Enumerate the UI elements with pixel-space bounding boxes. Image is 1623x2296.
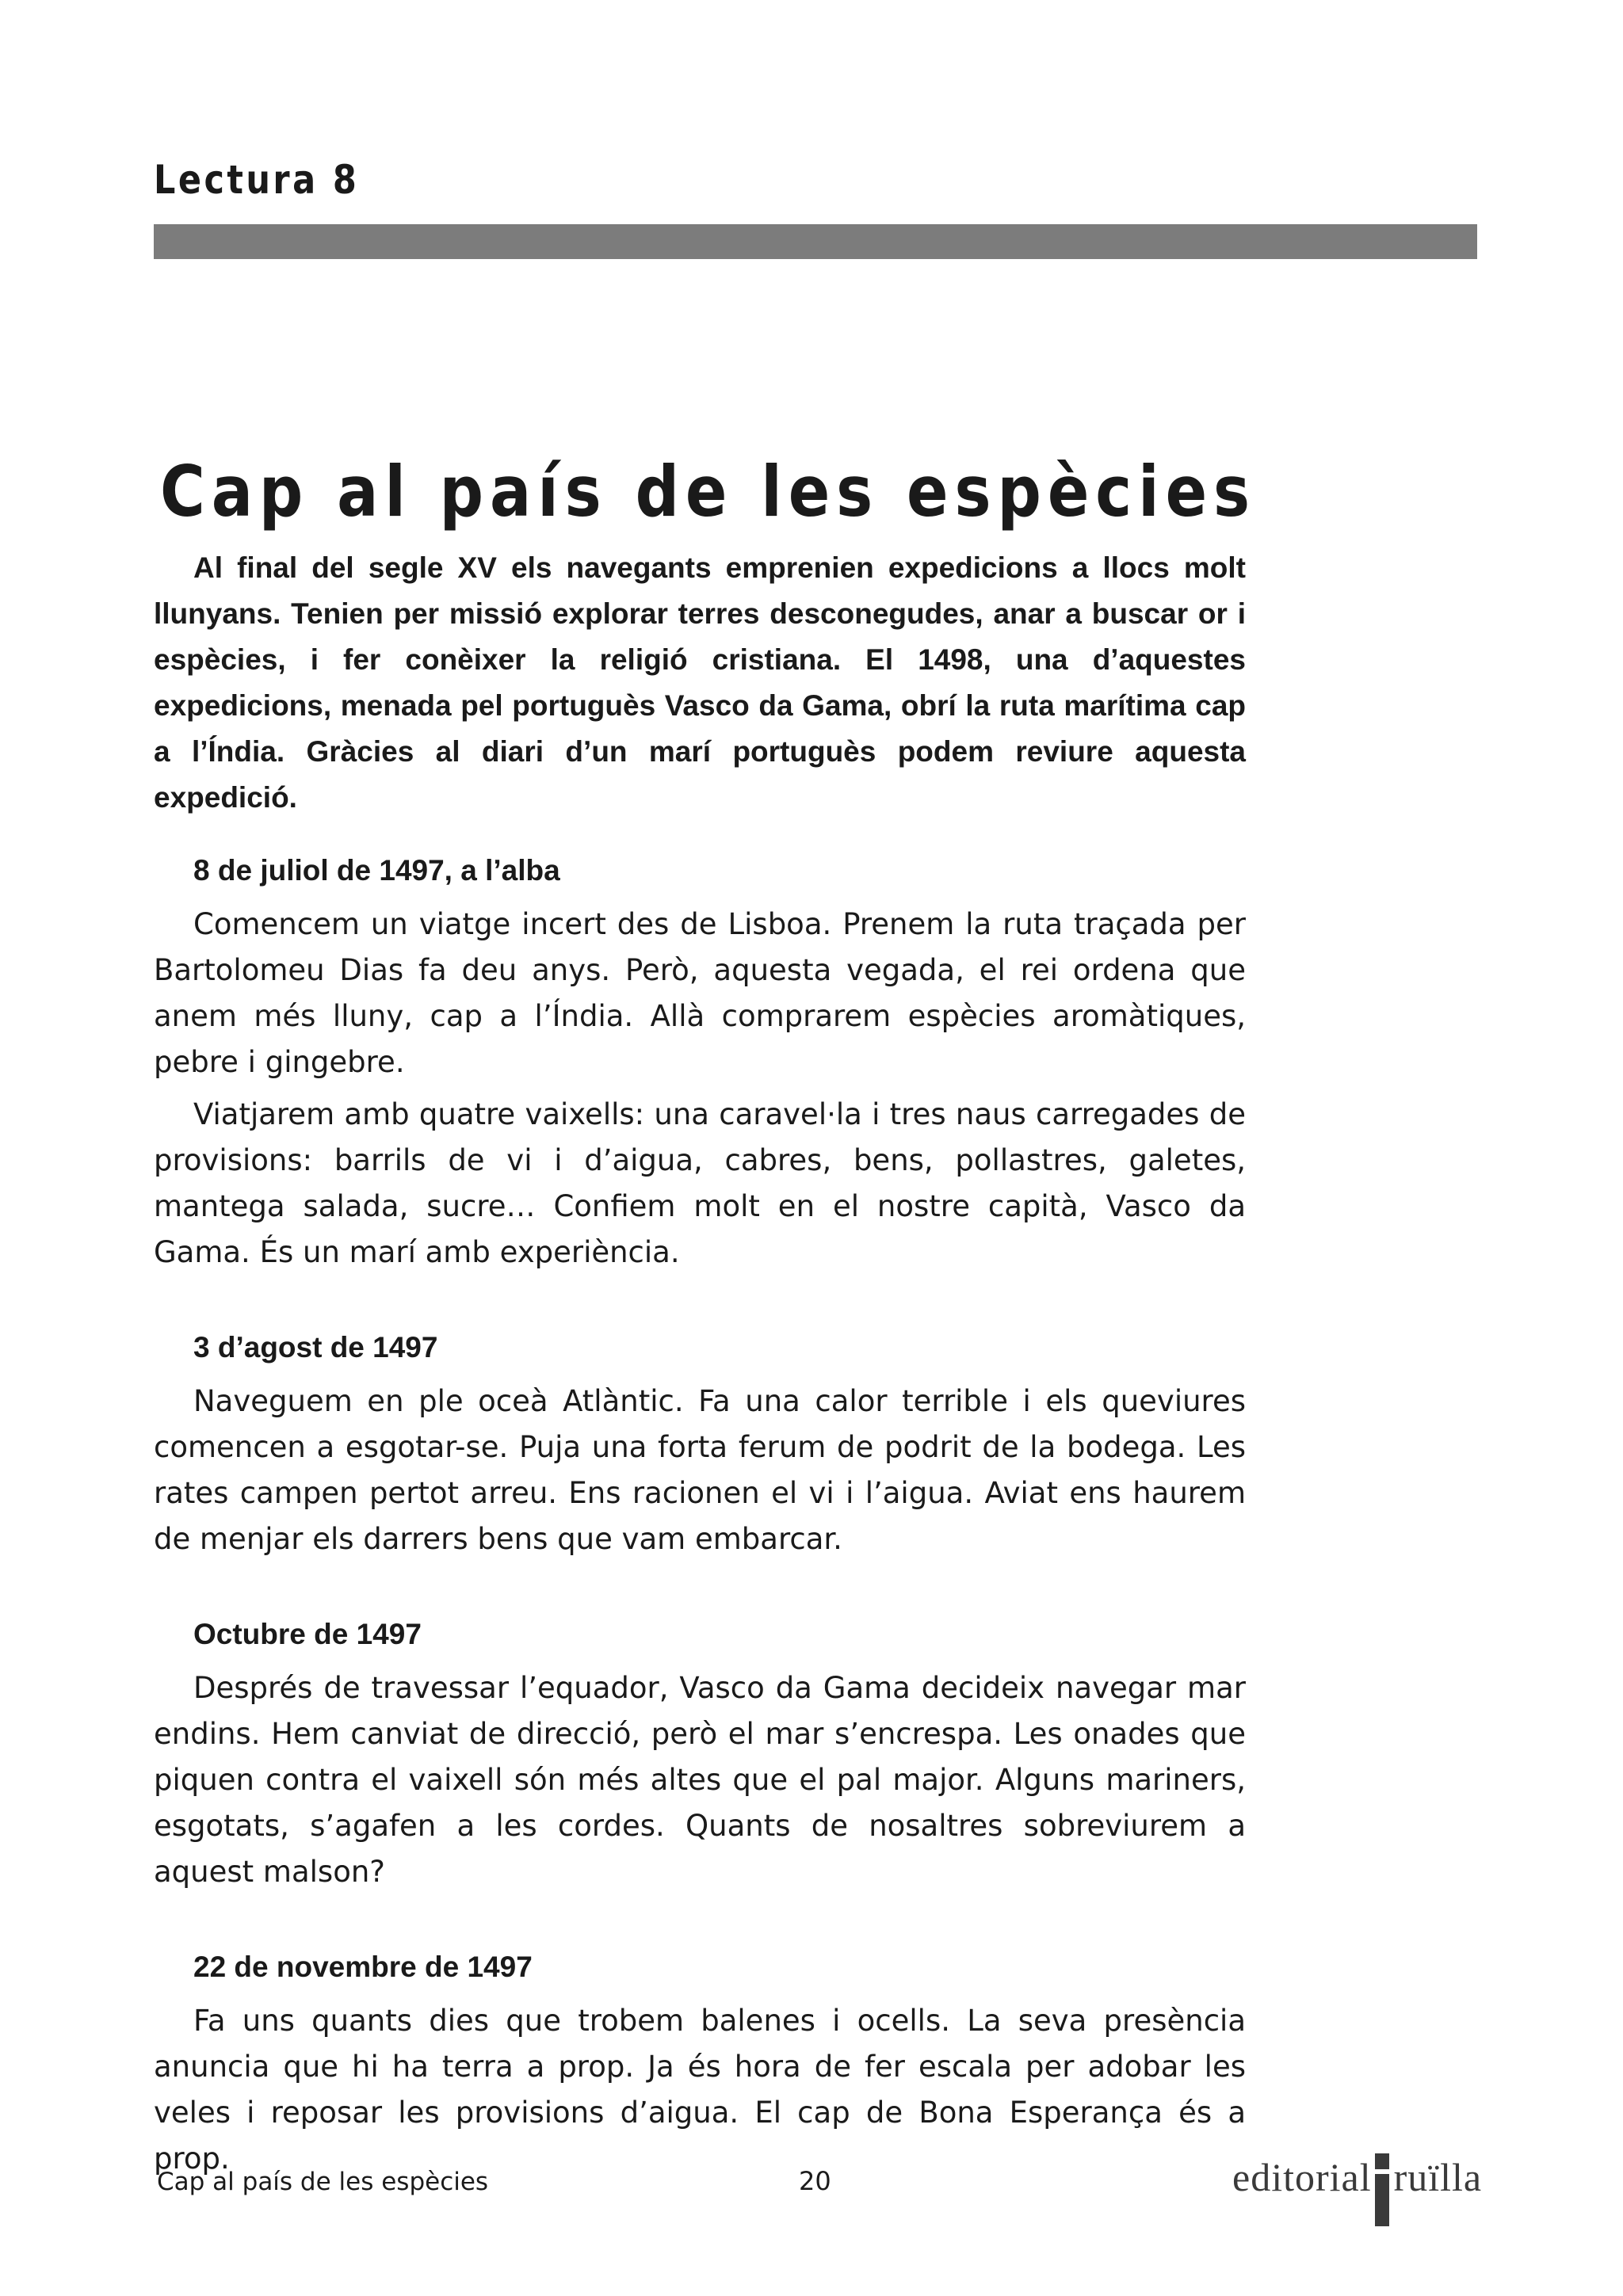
page-number: 20 (799, 2166, 831, 2196)
header-bar (154, 224, 1477, 259)
entry-paragraph: Després de travessar l’equador, Vasco da Gama decideix navegar mar endins. Hem canviat de direcció, però el mar s’encrespa. Les onades que piquen contra el vaixell són més altes que el pal major. Alguns mariners, esgotats, s’agafen a les cordes. Quants de nosaltres sobreviurem a aquest malson? (154, 1671, 1246, 1889)
publisher-name-left: editorial (1232, 2155, 1372, 2199)
diary-entry (154, 1325, 1246, 1562)
publisher-logo (1232, 2153, 1482, 2201)
entry-paragraph: Fa uns quants dies que trobem balenes i ocells. La seva presència anuncia que hi ha terra a prop. Ja és hora de fer escala per adobar les veles i reposar les provisions d’aigua. El cap de Bona Esperança és a prop. (154, 2004, 1246, 2176)
diary-entry (154, 1944, 1246, 2182)
footer-title: Cap al país de les espècies (157, 2168, 489, 2196)
diary-entry (154, 848, 1246, 1276)
intro-paragraph: Al final del segle XV els navegants emprenien expedicions a llocs molt llunyans. Tenien per missió explorar terres desconegudes, anar a buscar or i espècies, i fer conèixer la religió cristiana. El 1498, una d’aquestes expedicions, menada pel portuguès Vasco da Gama, obrí la ruta marítima cap a l’Índia. Gràcies al diari d’un marí portuguès podem reviure aquesta expedició. (154, 551, 1246, 814)
entry-paragraph: Viatjarem amb quatre vaixells: una caravel·la i tres naus carregades de provisions: barrils de vi i d’aigua, cabres, bens, pollastres, galetes, mantega salada, sucre… Confiem molt en el nostre capità, Vasco da Gama. És un marí amb experiència. (154, 1097, 1246, 1269)
diary-entry (154, 1611, 1246, 1895)
entry-heading: 22 de novembre de 1497 (193, 1951, 533, 1983)
entry-heading: 3 d’agost de 1497 (193, 1331, 438, 1363)
entry-paragraph: Comencem un viatge incert des de Lisboa. Prenem la ruta traçada per Bartolomeu Dias fa deu anys. Però, aquesta vegada, el rei ordena que anem més lluny, cap a l’Índia. Allà comprarem espècies aromàtiques, pebre i gingebre. (154, 907, 1246, 1079)
diary-content (154, 848, 1246, 2231)
entry-heading: Octubre de 1497 (193, 1618, 422, 1650)
publisher-mark-icon (1375, 2153, 1389, 2226)
page-title: Cap al país de les espècies (160, 450, 1257, 532)
entry-paragraph: Naveguem en ple oceà Atlàntic. Fa una calor terrible i els queviures comencen a esgotar-se. Puja una forta ferum de podrit de la bodega. Les rates campen pertot arreu. Ens racionen el vi i l’aigua. Aviat ens haurem de menjar els darrers bens que vam embarcar. (154, 1384, 1246, 1556)
lesson-label: Lectura 8 (154, 157, 360, 203)
entry-heading: 8 de juliol de 1497, a l’alba (193, 854, 560, 887)
publisher-name-right: ruïlla (1393, 2155, 1483, 2199)
